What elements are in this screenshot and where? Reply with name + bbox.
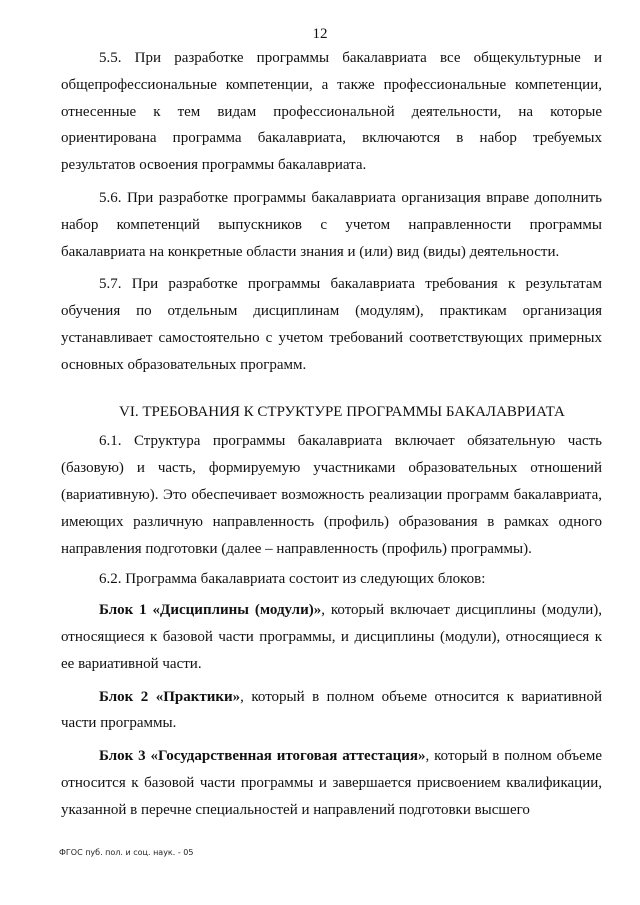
block-3-title: Блок 3 «Государственная итоговая аттестация» xyxy=(99,748,426,765)
block-3-text: , который в полном объеме относится к базовой части программы и завершается присвоением квалификации, указанной в перечне специальностей и направлений подготовки высшего xyxy=(61,748,602,818)
block-2-text: , который в полном объеме относится к вариативной части программы. xyxy=(61,688,602,732)
paragraph-5-5: 5.5. При разработке программы бакалавриата все общекультурные и общепрофессиональные компетенции, а также профессиональные компетенции, отнесенные к тем видам профессиональной деятельности, на которые ориентирована программа бакалавриата, включаются в набор требуемых результатов освоения программы бакалавриата. xyxy=(61,50,602,174)
block-2-title: Блок 2 «Практики» xyxy=(99,688,241,705)
paragraph-5-7: 5.7. При разработке программы бакалавриата требования к результатам обучения по отдельным дисциплинам (модулям), практикам организация устанавливает самостоятельно с учетом требований соответствующих примерных основных образовательных программ. xyxy=(61,276,602,373)
paragraph-6-2: 6.2. Программа бакалавриата состоит из следующих блоков: xyxy=(99,571,486,588)
block-2-paragraph xyxy=(61,684,602,738)
paragraph-5-6: 5.6. При разработке программы бакалавриата организация вправе дополнить набор компетенций выпускников с учетом направленности программы бакалавриата на конкретные области знания и (или) вид (виды) деятельности. xyxy=(61,189,602,260)
document-body xyxy=(61,45,602,830)
block-1-text: , который включает дисциплины (модули), относящиеся к базовой части программы, и дисциплины (модули), относящиеся к ее вариативной части. xyxy=(61,602,603,672)
block-3-paragraph xyxy=(61,743,602,823)
section-heading: VI. ТРЕБОВАНИЯ К СТРУКТУРЕ ПРОГРАММЫ БАКАЛАВРИАТА xyxy=(119,403,565,420)
block-1-title: Блок 1 «Дисциплины (модули)» xyxy=(99,602,322,619)
page-number: 12 xyxy=(312,26,328,42)
block-1-paragraph xyxy=(61,597,602,677)
footer-note: ФГОС пуб. пол. и соц. наук. - 05 xyxy=(59,848,194,857)
paragraph-6-1: 6.1. Структура программы бакалавриата включает обязательную часть (базовую) и часть, формируемую участниками образовательных отношений (вариативную). Это обеспечивает возможность реализации программ бакалавриата, имеющих различную направленность (профиль) образования в рамках одного направления подготовки (далее – направленность (профиль) программы). xyxy=(61,433,602,557)
